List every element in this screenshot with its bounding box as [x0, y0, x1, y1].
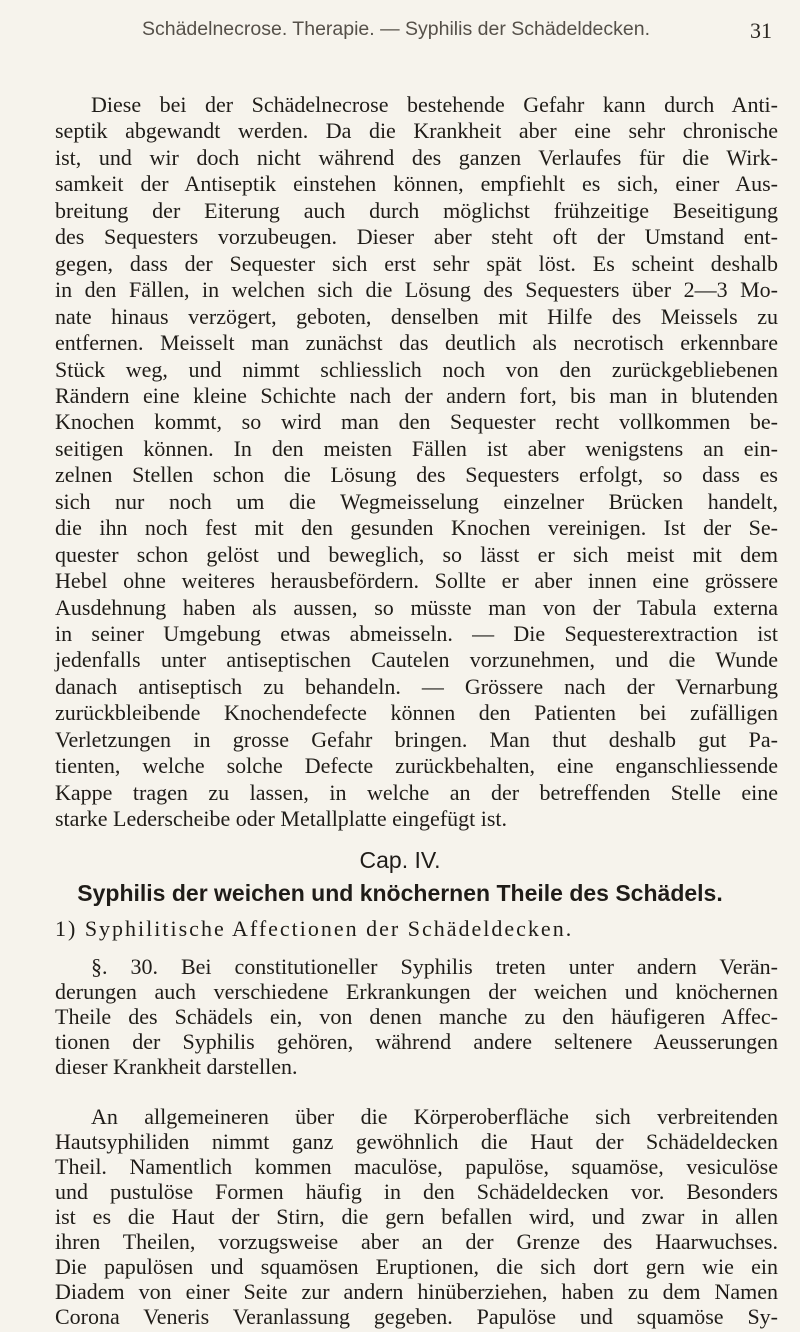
- chapter-label: Cap. IV.: [359, 847, 441, 873]
- text-line: Corona Veneris Veranlassung gegeben. Papulöse und squamöse Sy-: [55, 1304, 778, 1329]
- text-line: Knochen kommt, so wird man den Sequester recht vollkommen be-: [55, 409, 778, 435]
- text-line: Verletzungen in grosse Gefahr bringen. Man thut deshalb gut Pa-: [55, 726, 778, 752]
- text-line: derungen auch verschiedene Erkrankungen der weichen und knöchernen: [55, 979, 778, 1004]
- text-line: Die papulösen und squamösen Eruptionen, die sich dort gern wie ein: [55, 1254, 778, 1279]
- text-line: samkeit der Antiseptik einstehen können, empfiehlt es sich, einer Aus-: [55, 171, 778, 197]
- text-line: Ausdehnung haben als aussen, so müsste man von der Tabula externa: [55, 594, 778, 620]
- text-line: zelnen Stellen schon die Lösung des Sequesters erfolgt, so dass es: [55, 462, 778, 488]
- text-line: zurückbleibende Knochendefecte können den Patienten bei zufälligen: [55, 700, 778, 726]
- text-line: dieser Krankheit darstellen.: [55, 1054, 298, 1079]
- text-line: in den Fällen, in welchen sich die Lösung des Sequesters über 2—3 Mo-: [55, 277, 778, 303]
- text-line: entfernen. Meisselt man zunächst das deutlich als necrotisch erkennbare: [55, 330, 778, 356]
- text-line: septik abgewandt werden. Da die Krankheit aber eine sehr chronische: [55, 118, 778, 144]
- page-number: 31: [750, 18, 772, 43]
- text-line: in seiner Umgebung etwas abmeisseln. — Die Sequesterextraction ist: [55, 621, 778, 646]
- text-line: Theile des Schädels ein, von denen manche zu den häufigeren Affec-: [55, 1004, 778, 1029]
- text-line: und pustulöse Formen häufig in den Schädeldecken vor. Besonders: [55, 1179, 778, 1204]
- text-line: nate hinaus verzögert, geboten, denselben mit Hilfe des Meissels zu: [55, 303, 778, 329]
- text-line: starke Lederscheibe oder Metallplatte eingefügt ist.: [55, 806, 508, 832]
- running-head: Schädelnecrose. Therapie. — Syphilis der Schädeldecken.: [141, 18, 651, 40]
- text-line: ist, und wir doch nicht während des ganzen Verlaufes für die Wirk-: [55, 144, 778, 170]
- text-line: §. 30. Bei constitutioneller Syphilis treten unter andern Verän-: [91, 954, 778, 979]
- text-line: breitung der Eiterung auch durch möglichst frühzeitige Beseitigung: [55, 197, 778, 223]
- text-line: An allgemeineren über die Körperoberfläche sich verbreitenden: [91, 1104, 778, 1129]
- text-line: Kappe tragen zu lassen, in welche an der betreffenden Stelle eine: [55, 779, 778, 805]
- text-line: des Sequesters vorzubeugen. Dieser aber steht oft der Umstand ent-: [55, 224, 778, 250]
- chapter-title: Syphilis der weichen und knöchernen Theile des Schädels.: [77, 880, 723, 906]
- text-line: Diadem von einer Seite zur andern hinüberziehen, haben zu dem Namen: [55, 1279, 778, 1304]
- text-line: Stück weg, und nimmt schliesslich noch von den zurückgebliebenen: [55, 356, 778, 382]
- text-line: sich nur noch um die Wegmeisselung einzelner Brücken handelt,: [55, 488, 778, 514]
- text-line: Diese bei der Schädelnecrose bestehende Gefahr kann durch Anti-: [91, 92, 778, 117]
- text-line: Rändern eine kleine Schichte nach der andern fort, bis man in blutenden: [55, 382, 778, 408]
- text-line: seitigen können. In den meisten Fällen ist aber wenigstens an ein-: [55, 435, 778, 461]
- text-line: ist es die Haut der Stirn, die gern befallen wird, und zwar in allen: [55, 1204, 778, 1229]
- text-line: tionen der Syphilis gehören, während andere seltenere Aeusserungen: [55, 1029, 778, 1054]
- text-line: Hautsyphiliden nimmt ganz gewöhnlich die Haut der Schädeldecken: [55, 1129, 778, 1154]
- text-line: ihren Theilen, vorzugsweise aber an der Grenze des Haarwuchses.: [55, 1229, 778, 1254]
- text-line: tienten, welche solche Defecte zurückbehalten, eine enganschliessende: [55, 753, 778, 779]
- text-line: gegen, dass der Sequester sich erst sehr spät löst. Es scheint deshalb: [55, 250, 778, 276]
- text-line: quester schon gelöst und beweglich, so lässt er sich meist mit dem: [55, 541, 778, 567]
- text-line: die ihn noch fest mit den gesunden Knochen vereinigen. Ist der Se-: [55, 515, 778, 541]
- text-line: Hebel ohne weiteres herausbefördern. Sollte er aber innen eine grössere: [55, 568, 778, 594]
- text-line: jedenfalls unter antiseptischen Cautelen vorzunehmen, und die Wunde: [55, 647, 778, 673]
- text-line: danach antiseptisch zu behandeln. — Grössere nach der Vernarbung: [55, 673, 778, 699]
- text-line: Theil. Namentlich kommen maculöse, papulöse, squamöse, vesiculöse: [55, 1154, 778, 1179]
- section-heading: 1) Syphilitische Affectionen der Schädeldecken.: [55, 916, 574, 941]
